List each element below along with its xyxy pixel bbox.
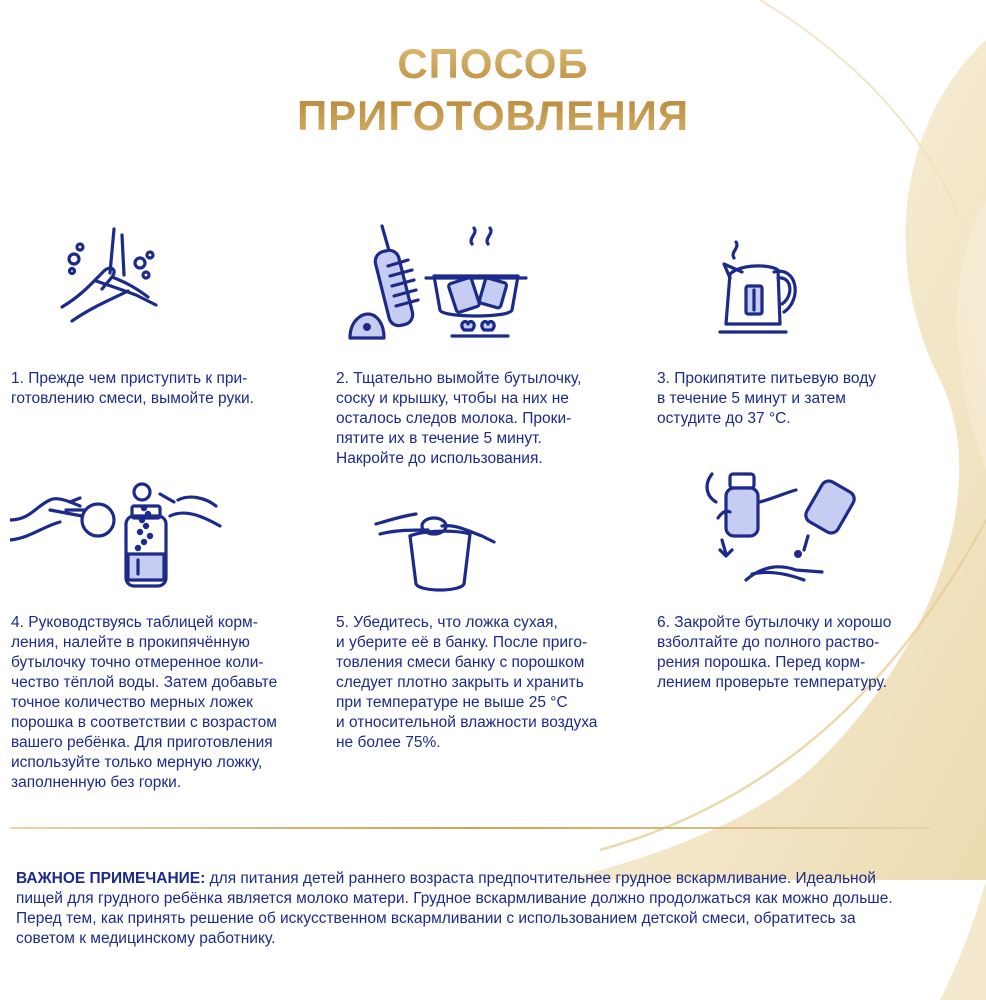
step-4-text: 4. Руководствуясь таблицей корм- ления, налейте в прокипячённую бутылочку точно отмеренное коли- чество тёплой воды. Затем добавьте точное количество мерных ложек порошка в соответствии с возрастом вашего ребёнка. Для приготовления используйте только мерную ложку, заполненную без горки.: [11, 614, 278, 791]
important-note-text: для питания детей раннего возраста предпочтительнее грудное вскармливание. Идеальной пищей для грудного ребёнка является молоко матери. Грудное вскармливание должно продолжаться как можно дольше. Перед тем, как принять решение об искусственном вскармливании с использованием детской смеси, обратитесь за советом к медицинскому работнику.: [16, 870, 893, 947]
section-divider: [10, 827, 930, 829]
dry-scoop-icon: [372, 500, 502, 595]
title-line-2: ПРИГОТОВЛЕНИЯ: [296, 92, 690, 139]
bottle-sterilize-icon: [342, 220, 532, 345]
kettle-icon: [712, 238, 807, 338]
page-title: [0, 38, 986, 142]
shake-bottle-icon: [700, 462, 860, 587]
step-1-text: 1. Прежде чем приступить к при- готовлению смеси, вымойте руки.: [11, 370, 254, 407]
step-3-text: 3. Прокипятите питьевую воду в течение 5 минут и затем остудите до 37 °C.: [657, 370, 877, 427]
step-2-text: 2. Тщательно вымойте бутылочку, соску и крышку, чтобы на них не осталось следов молока. Прoки- пятите их в течение 5 минут. Накройте до использования.: [336, 370, 582, 467]
important-note: [16, 869, 916, 949]
important-note-label: ВАЖНОЕ ПРИМЕЧАНИЕ:: [16, 870, 206, 887]
hand-wash-icon: [52, 225, 162, 325]
measure-powder-icon: [10, 480, 230, 590]
step-6-text: 6. Закройте бутылочку и хорошо взболтайте до полного раство- рения порошка. Перед корм- лением проверьте температуру.: [657, 614, 892, 691]
title-line-1: СПОСОБ: [397, 40, 589, 87]
step-5-text: 5. Убедитесь, что ложка сухая, и уберите её в банку. После приго- товления смеси банку с порошком следует плотно закрыть и хранить при температуре не выше 25 °C и относительной влажности воздуха не более 75%.: [336, 614, 598, 751]
